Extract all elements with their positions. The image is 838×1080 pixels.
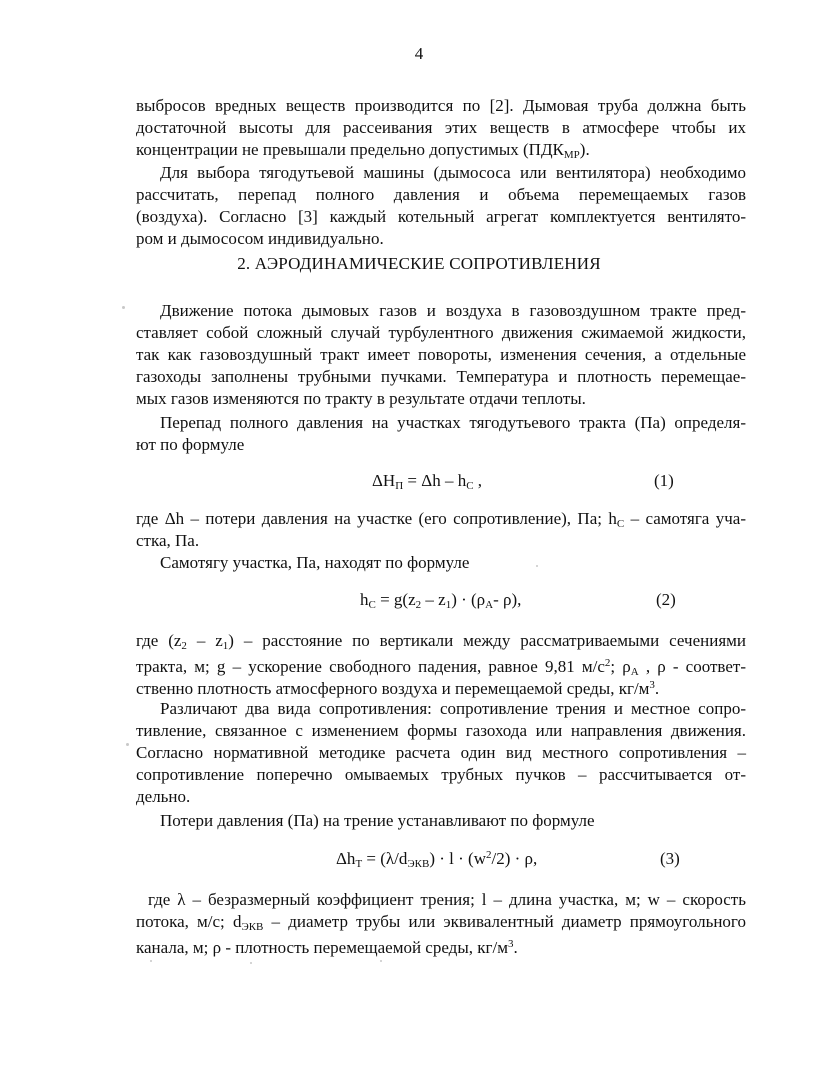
para10-line1: где λ – безразмерный коэффициент трения; l – длина участка, м; w – скорость: [148, 890, 746, 909]
para3-line4: газоходы заполнены трубными пучками. Температура и плотность перемещае-: [136, 367, 746, 386]
para7-line1: где $(z_2 - z_1)$ – расстояние по вертикали между рассматриваемыми сечениями: [136, 631, 746, 652]
para2-line3: (воздуха). Согласно [3] каждый котельный агрегат комплектуется вентилято-: [136, 207, 746, 226]
para10-line2: потока, м/с; $d_{ЭКВ}$ – диаметр трубы или эквивалентный диаметр прямоугольного: [136, 912, 746, 933]
formula-2: $h_C = g(z_2 - z_1) \cdot (\rho_A-$ ρ),: [360, 590, 522, 611]
para3-line1: Движение потока дымовых газов и воздуха в газовоздушном тракте пред-: [160, 301, 746, 320]
formula-1-number: (1): [654, 471, 674, 490]
para6-line1: Самотягу участка, Па, находят по формуле: [160, 553, 470, 572]
section-heading: 2. АЭРОДИНАМИЧЕСКИЕ СОПРОТИВЛЕНИЯ: [237, 254, 601, 273]
para10-line3: канала, м; ρ - плотность перемещаемой среды, $кг/м^3$.: [136, 938, 518, 957]
scan-speck: [122, 306, 125, 309]
scan-speck: [380, 960, 382, 962]
para4-line1: Перепад полного давления на участках тягодутьевого тракта (Па) определя-: [160, 413, 746, 432]
para8-line5: дельно.: [136, 787, 191, 806]
para4-line2: ют по формуле: [136, 435, 245, 454]
para9-line1: Потери давления (Па) на трение устанавливают по формуле: [160, 811, 595, 830]
formula-3: $\Delta h_T = (\lambda/d_{ЭКВ}) \cdot l \cdot (w^2/2) \cdot \rho$,: [336, 849, 538, 870]
para1-line2: достаточной высоты для рассеивания этих веществ в атмосфере чтобы их: [136, 118, 746, 137]
para5-line1: где Δh – потери давления на участке (его сопротивление), Па; $h_C$ – самотяга уча-: [136, 509, 746, 530]
para8-line1: Различают два вида сопротивления: сопротивление трения и местное сопро-: [160, 699, 746, 718]
scan-speck: [536, 565, 538, 567]
para1-line1: выбросов вредных веществ производится по [2]. Дымовая труба должна быть: [136, 96, 746, 115]
para8-line3: Согласно нормативной методике расчета один вид местного сопротивления –: [136, 743, 746, 762]
para1-line3: концентрации не превышали предельно допустимых $(ПДК_{МР})$.: [136, 140, 590, 161]
para2-line4: ром и дымососом индивидуально.: [136, 229, 384, 248]
scan-speck: [250, 962, 252, 964]
scan-speck: [126, 743, 129, 746]
para8-line4: сопротивление поперечно омываемых трубных пучков – рассчитывается от-: [136, 765, 746, 784]
para2-line2: рассчитать, перепад полного давления и объема перемещаемых газов: [136, 185, 746, 204]
para7-line2: тракта, м; g – ускорение свободного падения, равное 9,81 $м/с^2$; $\rho_A$ , ρ - соответ-: [136, 657, 746, 678]
para3-line2: ставляет собой сложный случай турбулентного движения сжимаемой жидкости,: [136, 323, 746, 342]
formula-1: $\Delta H_П = \Delta h - h_C$ ,: [372, 471, 483, 492]
para8-line2: тивление, связанное с изменением формы газохода или направления движения.: [136, 721, 746, 740]
para5-line2: стка, Па.: [136, 531, 200, 550]
page-number: 4: [414, 44, 424, 63]
para2-line1: Для выбора тягодутьевой машины (дымососа или вентилятора) необходимо: [160, 163, 746, 182]
para3-line3: так как газовоздушный тракт имеет повороты, изменения сечения, а отдельные: [136, 345, 746, 364]
scan-speck: [150, 960, 152, 962]
formula-2-number: (2): [656, 590, 676, 609]
para3-line5: мых газов изменяются по тракту в результате отдачи теплоты.: [136, 389, 586, 408]
para7-line3: ственно плотность атмосферного воздуха и перемещаемой среды, $кг/м^3$.: [136, 679, 660, 698]
formula-3-number: (3): [660, 849, 680, 868]
